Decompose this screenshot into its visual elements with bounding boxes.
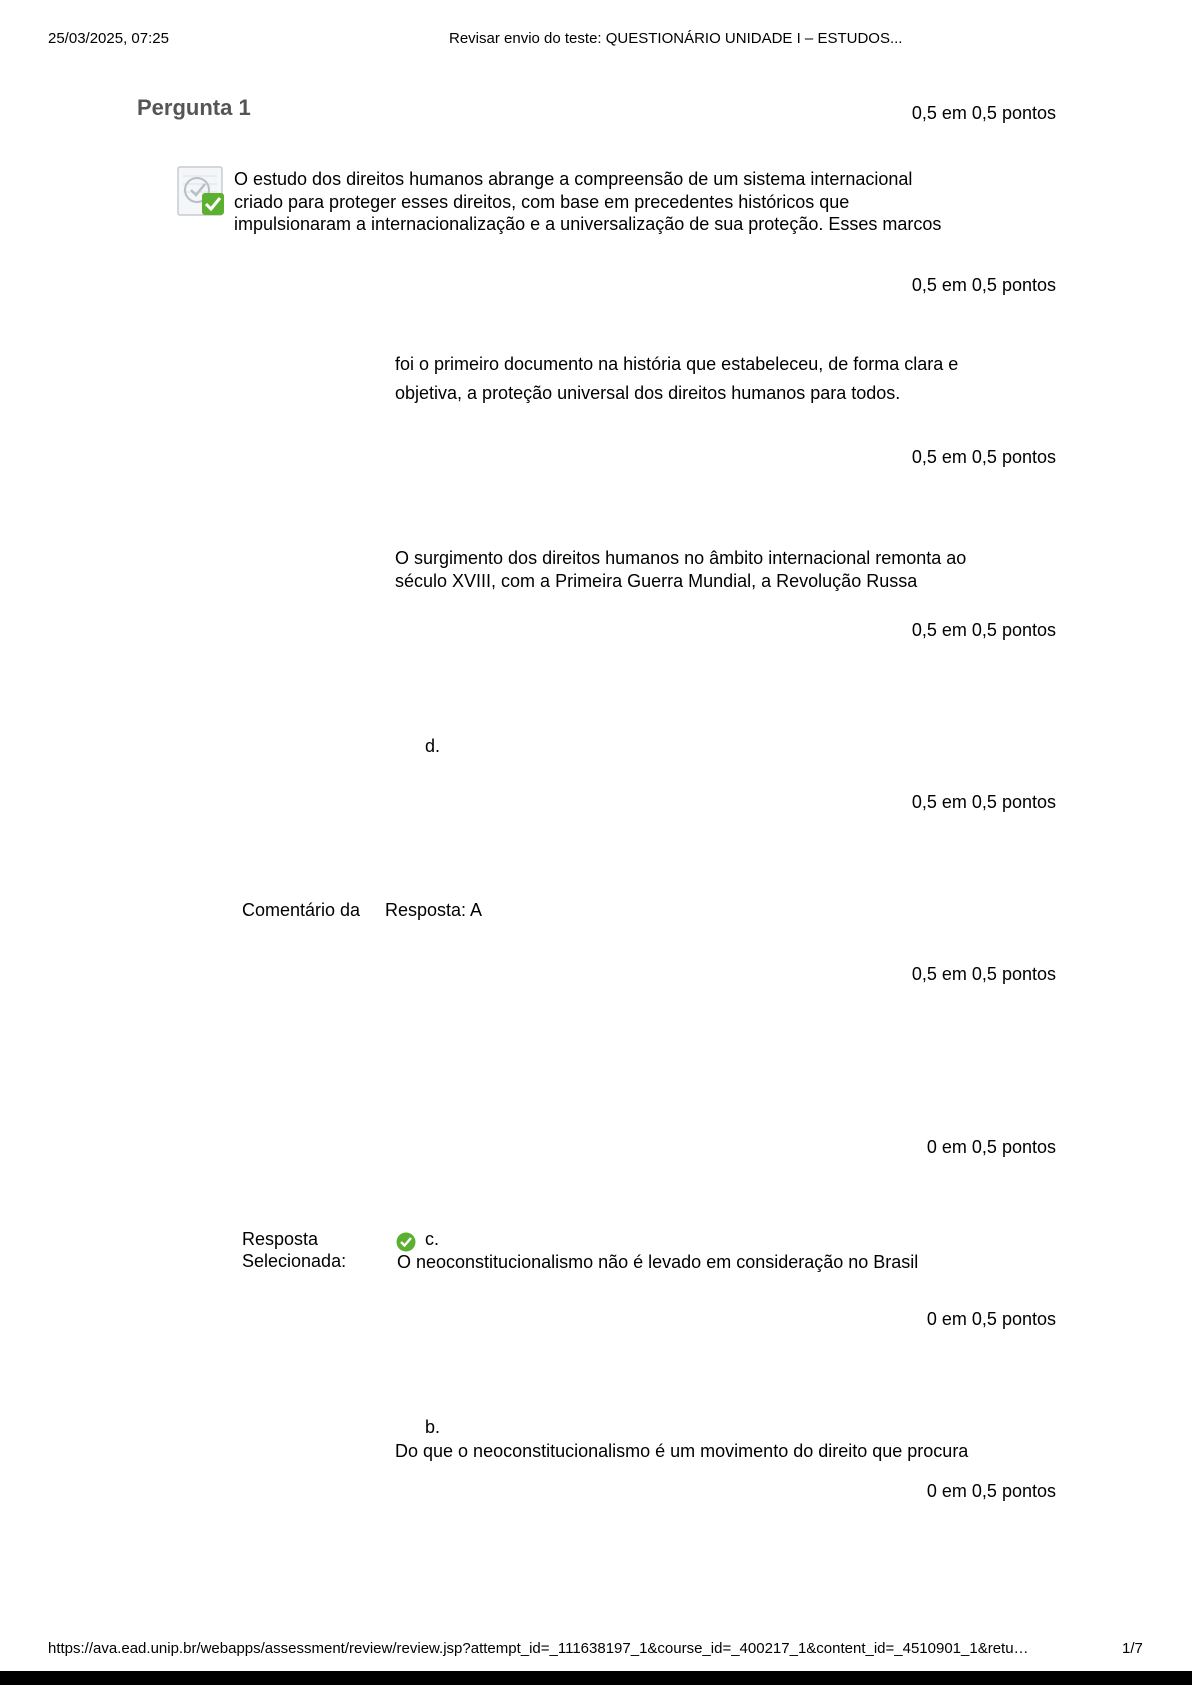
option-text-surgimento: O surgimento dos direitos humanos no âmbito internacional remonta ao	[395, 548, 967, 568]
points-label-3: 0,5 em 0,5 pontos	[911, 447, 1056, 467]
points-label-9: 0 em 0,5 pontos	[926, 1481, 1056, 1501]
clipped-text-b	[395, 1440, 1035, 1461]
bottom-border	[0, 1671, 1192, 1685]
points-label-6: 0,5 em 0,5 pontos	[911, 964, 1056, 984]
option-c-label: c.	[425, 1229, 440, 1249]
selected-label-clip	[242, 1229, 362, 1251]
comment-answer: Resposta: A	[385, 900, 483, 920]
question-text-line-3: impulsionaram a internacionalização e a universalização de sua proteção. Esses marcos	[234, 214, 942, 234]
print-url: https://ava.ead.unip.br/webapps/assessment/review/review.jsp?attempt_id=_111638197_1&course_id=_400217_1&content_id=_4510901_1&retu…	[48, 1640, 1029, 1657]
selected-label-line-1: Resposta	[242, 1229, 319, 1249]
points-label-2: 0,5 em 0,5 pontos	[911, 275, 1056, 295]
clipped-line-b: Do que o neoconstitucionalismo é um movimento do direito que procura	[395, 1441, 969, 1461]
page-number: 1/7	[1122, 1640, 1143, 1657]
points-label-8: 0 em 0,5 pontos	[926, 1309, 1056, 1329]
print-page-title: Revisar envio do teste: QUESTIONÁRIO UNIDADE I – ESTUDOS...	[449, 30, 903, 47]
question-text-line-1: O estudo dos direitos humanos abrange a compreensão de um sistema internacional	[234, 169, 913, 189]
points-label-7: 0 em 0,5 pontos	[926, 1137, 1056, 1157]
correct-check-icon	[177, 166, 227, 218]
points-label-4: 0,5 em 0,5 pontos	[911, 620, 1056, 640]
selected-label-line-2: Selecionada:	[242, 1251, 347, 1271]
print-datetime: 25/03/2025, 07:25	[48, 30, 169, 47]
selected-answer-text: O neoconstitucionalismo não é levado em consideração no Brasil	[397, 1252, 919, 1272]
comment-label: Comentário da	[242, 900, 361, 920]
points-label-5: 0,5 em 0,5 pontos	[911, 792, 1056, 812]
clipped-line-bottom: século XVIII, com a Primeira Guerra Mundial, a Revolução Russa	[395, 571, 918, 591]
clipped-text-bottom	[395, 570, 1035, 591]
question-text-line-2: criado para proteger esses direitos, com base em precedentes históricos que	[234, 192, 850, 212]
answer-text-line: objetiva, a proteção universal dos direitos humanos para todos.	[395, 383, 901, 403]
option-b-label: b.	[425, 1417, 441, 1437]
clipped-line-top: foi o primeiro documento na história que estabeleceu, de forma clara e	[395, 354, 959, 374]
clipped-text-top	[395, 354, 1035, 378]
small-check-icon	[396, 1232, 416, 1252]
question-title: Pergunta 1	[137, 95, 251, 120]
points-label-1: 0,5 em 0,5 pontos	[911, 103, 1056, 123]
option-d-label: d.	[425, 736, 441, 756]
